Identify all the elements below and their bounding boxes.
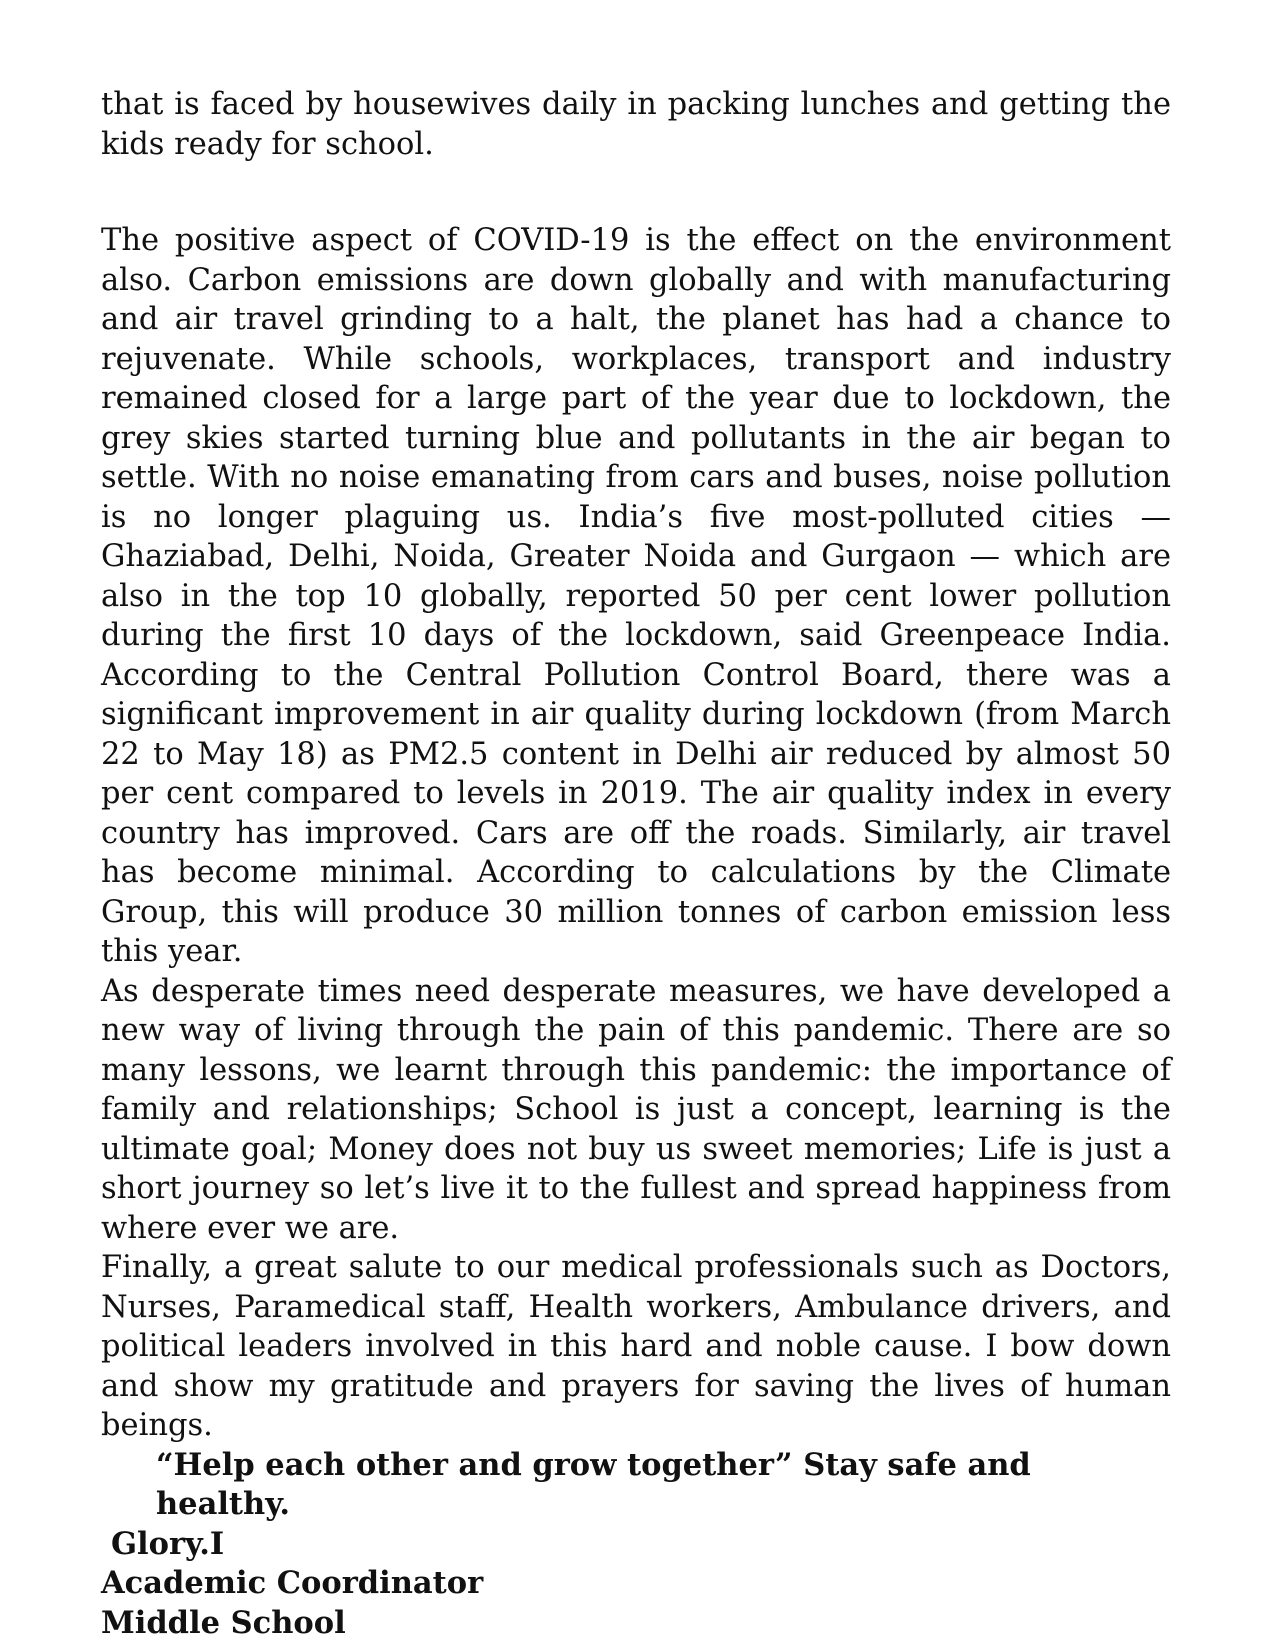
signature-title: Academic Coordinator — [101, 1565, 484, 1601]
signature-block — [101, 1525, 1171, 1644]
paragraph-lessons: As desperate times need desperate measures, we have developed a new way of living through the pain of this pandemic. There are so many lessons, we learnt through this pandemic: the importance of family and relationships; School is just a concept, learning is the ultimate goal; Money does not buy us sweet memories; Life is just a short journey so let’s live it to the fullest and spread happiness from where ever we are. — [101, 973, 1171, 1246]
paragraph-environment: The positive aspect of COVID-19 is the effect on the environment also. Carbon emissions are down globally and with manufacturing and air travel grinding to a halt, the planet has had a chance to rejuvenate. While schools, workplaces, transport and industry remained closed for a large part of the year due to lockdown, the grey skies started turning blue and pollutants in the air began to settle. With no noise emanating from cars and buses, noise pollution is no longer plaguing us. India’s five most-polluted cities — Ghaziabad, Delhi, Noida, Greater Noida and Gurgaon — which are also in the top 10 globally, reported 50 per cent lower pollution during the first 10 days of the lockdown, said Greenpeace India. According to the Central Pollution Control Board, there was a significant improvement in air quality during lockdown (from March 22 to May 18) as PM2.5 content in Delhi air reduced by almost 50 per cent compared to levels in 2019. The air quality index in every country has improved. Cars are off the roads. Similarly, air travel has become minimal. According to calculations by the Climate Group, this will produce 30 million tonnes of carbon emission less this year. — [101, 223, 1171, 969]
document-page — [101, 85, 1171, 1643]
paragraph-gratitude: Finally, a great salute to our medical professionals such as Doctors, Nurses, Paramedical staff, Health workers, Ambulance drivers, and political leaders involved in this hard and noble cause. I bow down and show my gratitude and prayers for saving the lives of human beings. — [101, 1250, 1171, 1443]
paragraph-spacer — [101, 164, 1171, 221]
signature-name: Glory.I — [111, 1525, 225, 1562]
signature-department: Middle School — [101, 1604, 346, 1641]
paragraph-intro-continuation: that is faced by housewives daily in packing lunches and getting the kids ready for school. — [101, 87, 1171, 162]
closing-motto: “Help each other and grow together” Stay safe and healthy. — [156, 1446, 1031, 1522]
